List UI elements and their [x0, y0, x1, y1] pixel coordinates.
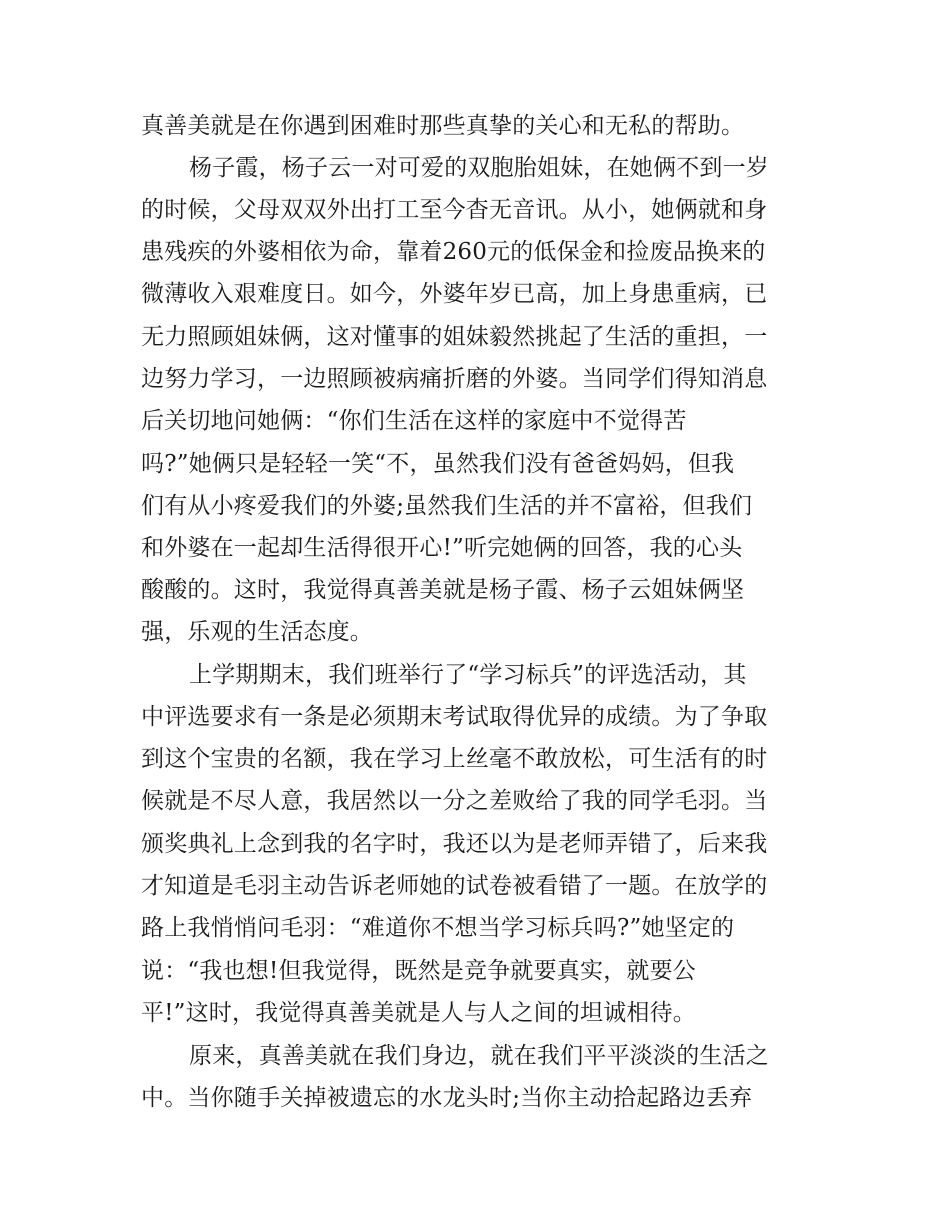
text-line: 患残疾的外婆相依为命，靠着260元的低保金和捡废品换来的 [141, 239, 766, 265]
text-line: 到这个宝贵的名额，我在学习上丝毫不敢放松，可生活有的时 [141, 746, 768, 772]
text-line: 说：“我也想!但我觉得，既然是竞争就要真实，就要公 [141, 958, 697, 984]
text-line: 们有从小疼爱我们的外婆;虽然我们生活的并不富裕，但我们 [141, 493, 753, 519]
text-line: 候就是不尽人意，我居然以一分之差败给了我的同学毛羽。当 [141, 788, 768, 814]
paragraph-first-line: 杨子霞，杨子云一对可爱的双胞胎姐妹，在她俩不到一岁 [189, 155, 769, 181]
text-line: 酸酸的。这时，我觉得真善美就是杨子霞、杨子云姐妹俩坚 [141, 577, 745, 603]
text-line: 无力照顾姐妹俩，这对懂事的姐妹毅然挑起了生活的重担，一 [141, 324, 768, 350]
text-line: 路上我悄悄问毛羽：“难道你不想当学习标兵吗?”她坚定的 [141, 915, 735, 941]
text-line: 平!”这时，我觉得真善美就是人与人之间的坦诚相待。 [141, 1000, 697, 1026]
text-line: 和外婆在一起却生活得很开心!”听完她俩的回答，我的心头 [141, 535, 743, 561]
text-line: 中。当你随手关掉被遗忘的水龙头时;当你主动拾起路边丢弃 [141, 1085, 753, 1111]
text-line: 吗?”她俩只是轻轻一笑“不，虽然我们没有爸爸妈妈，但我 [141, 451, 735, 477]
text-line: 的时候，父母双双外出打工至今杳无音讯。从小，她俩就和身 [141, 197, 768, 223]
paragraph-first-line: 上学期期末，我们班举行了“学习标兵”的评选活动，其 [189, 662, 747, 688]
text-line: 中评选要求有一条是必须期末考试取得优异的成绩。为了争取 [141, 704, 768, 730]
text-line: 颁奖典礼上念到我的名字时，我还以为是老师弄错了，后来我 [141, 831, 768, 857]
text-line: 才知道是毛羽主动告诉老师她的试卷被看错了一题。在放学的 [141, 873, 768, 899]
text-line: 边努力学习，一边照顾被病痛折磨的外婆。当同学们得知消息 [141, 366, 768, 392]
text-line: 真善美就是在你遇到困难时那些真挚的关心和无私的帮助。 [141, 113, 745, 139]
paragraph-first-line: 原来，真善美就在我们身边，就在我们平平淡淡的生活之 [189, 1043, 769, 1069]
text-line: 强，乐观的生活态度。 [141, 619, 373, 645]
text-line: 后关切地问她俩：“你们生活在这样的家庭中不觉得苦 [141, 408, 687, 434]
text-line: 微薄收入艰难度日。如今，外婆年岁已高，加上身患重病，已 [141, 281, 768, 307]
